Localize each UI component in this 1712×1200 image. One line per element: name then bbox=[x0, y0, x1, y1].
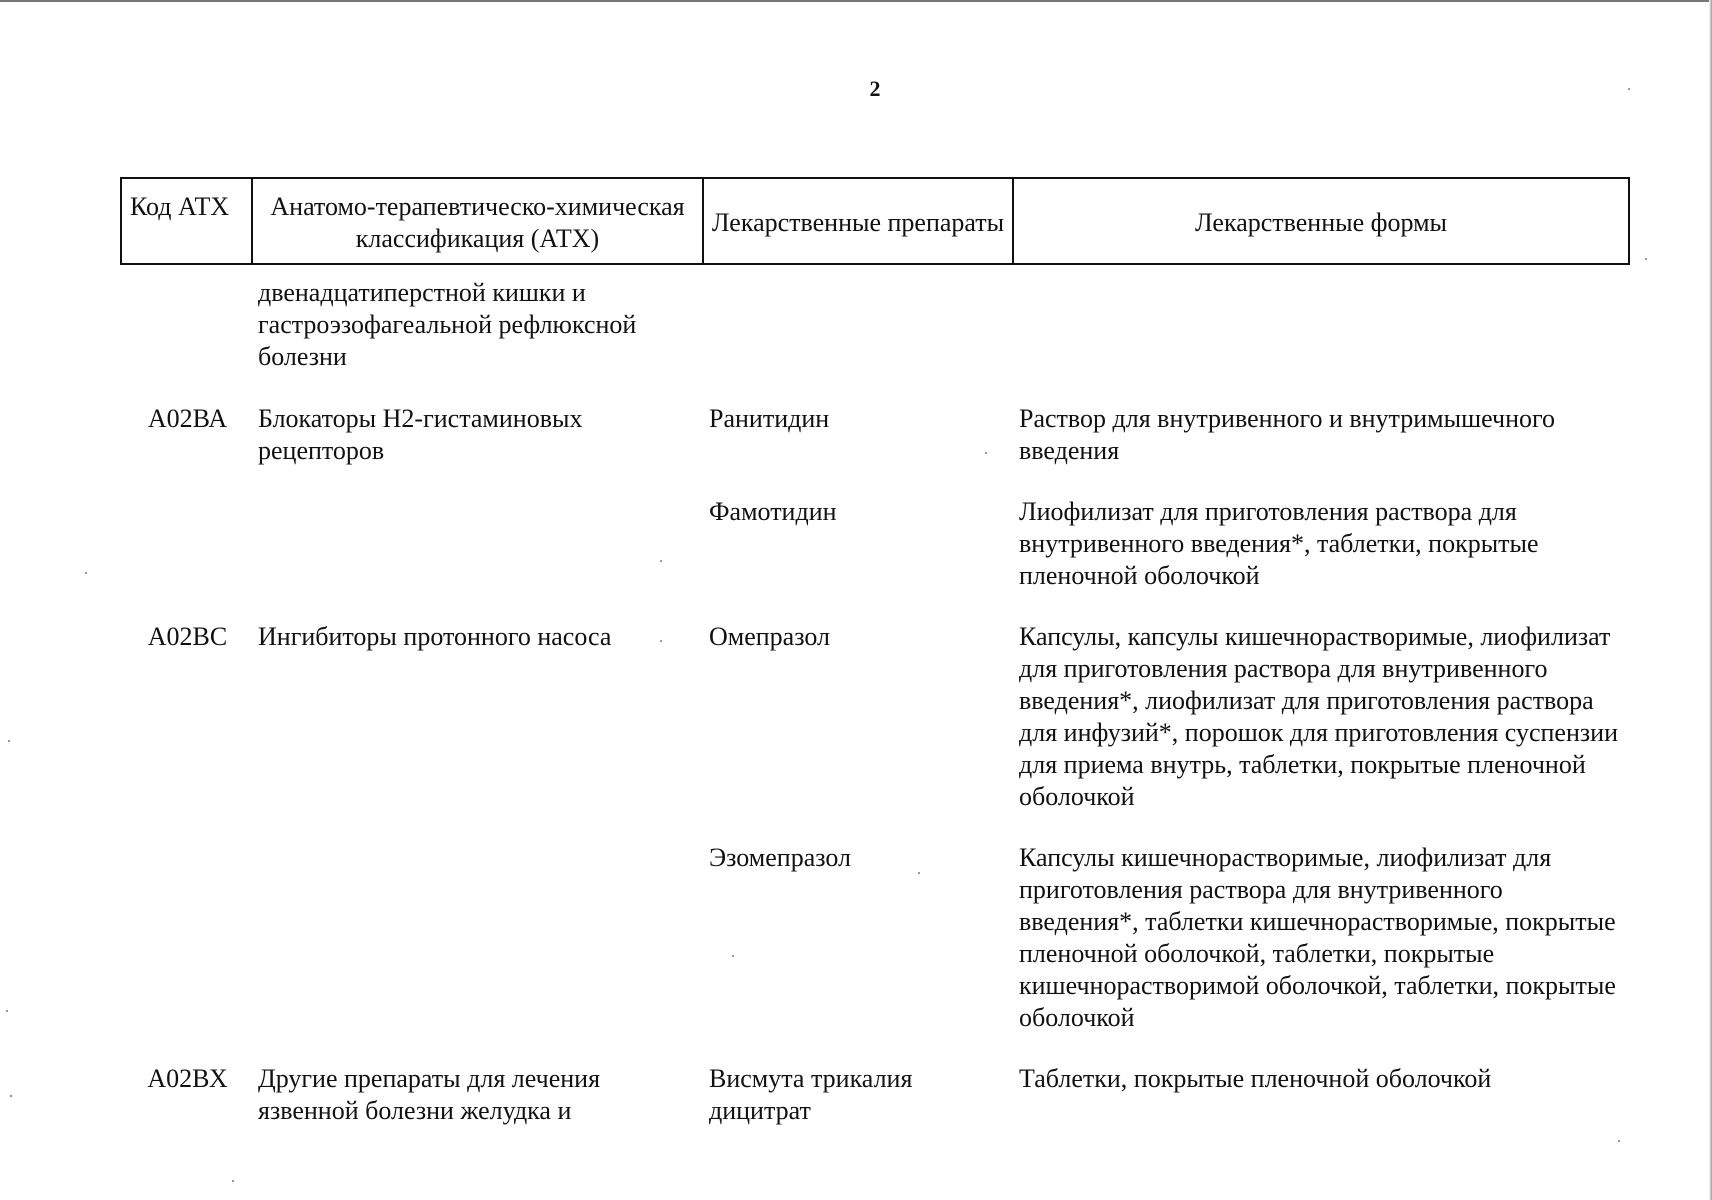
cell-forms: Таблетки, покрытые пленочной оболочкой bbox=[1019, 1064, 1492, 1093]
cell-code bbox=[121, 482, 252, 607]
scan-speck bbox=[6, 1010, 8, 1012]
cell-code bbox=[121, 264, 252, 389]
cell-drug: Висмута трикалия дицитрат bbox=[709, 1064, 913, 1125]
cell-drug: Эзомепразол bbox=[709, 843, 851, 872]
scan-speck bbox=[732, 955, 734, 957]
scan-speck bbox=[10, 1095, 12, 1097]
cell-atx: Другие препараты для лечения язвенной болезни желудка и bbox=[258, 1064, 601, 1125]
page-number: 2 bbox=[869, 76, 881, 101]
cell-atx: Ингибиторы протонного насоса bbox=[258, 622, 612, 651]
scan-speck bbox=[8, 740, 10, 742]
table-row bbox=[121, 1049, 1629, 1142]
scan-speck bbox=[985, 452, 987, 454]
scan-speck bbox=[232, 1180, 234, 1182]
header-atx: Анатомо-терапевтическо-химическая классификация (АТХ) bbox=[252, 178, 703, 264]
scan-speck bbox=[918, 872, 920, 874]
cell-code: А02ВА bbox=[147, 404, 228, 433]
cell-code: А02ВС bbox=[147, 622, 228, 651]
cell-forms: Раствор для внутривенного и внутримышечного введения bbox=[1019, 404, 1555, 465]
header-drugs: Лекарственные препараты bbox=[703, 178, 1013, 264]
table-row bbox=[121, 264, 1629, 389]
cell-forms bbox=[1013, 264, 1629, 389]
cell-code bbox=[121, 828, 252, 1049]
table-header-row bbox=[121, 178, 1629, 264]
table-header bbox=[121, 178, 1629, 264]
cell-drug: Омепразол bbox=[709, 622, 830, 651]
scan-edge-top bbox=[0, 0, 1712, 2]
cell-atx: двенадцатиперстной кишки и гастроэзофагеальной рефлюксной болезни bbox=[258, 278, 637, 371]
cell-drug bbox=[703, 264, 1013, 389]
cell-forms: Капсулы кишечнорастворимые, лиофилизат для приготовления раствора для внутривенного введения*, таблетки кишечнорастворимые, покрытые пленочной оболочкой, таблетки, покрытые кишечнорастворимой оболочкой, таблетки, покрытые оболочкой bbox=[1019, 843, 1616, 1032]
scan-speck bbox=[1628, 88, 1630, 90]
cell-code: А02ВХ bbox=[147, 1064, 228, 1093]
scan-speck bbox=[660, 640, 662, 642]
header-forms: Лекарственные формы bbox=[1013, 178, 1629, 264]
header-code: Код АТХ bbox=[121, 178, 252, 264]
cell-atx bbox=[252, 482, 703, 607]
table-row bbox=[121, 482, 1629, 607]
scan-speck bbox=[660, 560, 662, 562]
table-body bbox=[121, 264, 1629, 1142]
scan-speck bbox=[1618, 1140, 1620, 1142]
table-row bbox=[121, 607, 1629, 828]
cell-drug: Фамотидин bbox=[709, 497, 837, 526]
table-row bbox=[121, 389, 1629, 482]
cell-atx bbox=[252, 828, 703, 1049]
scan-speck bbox=[85, 572, 87, 574]
cell-forms: Лиофилизат для приготовления раствора для внутривенного введения*, таблетки, покрытые пленочной оболочкой bbox=[1019, 497, 1539, 590]
cell-forms: Капсулы, капсулы кишечнорастворимые, лиофилизат для приготовления раствора для внутривенного введения*, лиофилизат для приготовления раствора для инфузий*, порошок для приготовления суспензии для приема внутрь, таблетки, покрытые пленочной оболочкой bbox=[1019, 622, 1618, 811]
atx-drug-table bbox=[120, 177, 1630, 1142]
scan-speck bbox=[1645, 258, 1647, 260]
cell-drug: Ранитидин bbox=[709, 404, 830, 433]
table-row bbox=[121, 828, 1629, 1049]
cell-atx: Блокаторы Н2-гистаминовых рецепторов bbox=[258, 404, 583, 465]
